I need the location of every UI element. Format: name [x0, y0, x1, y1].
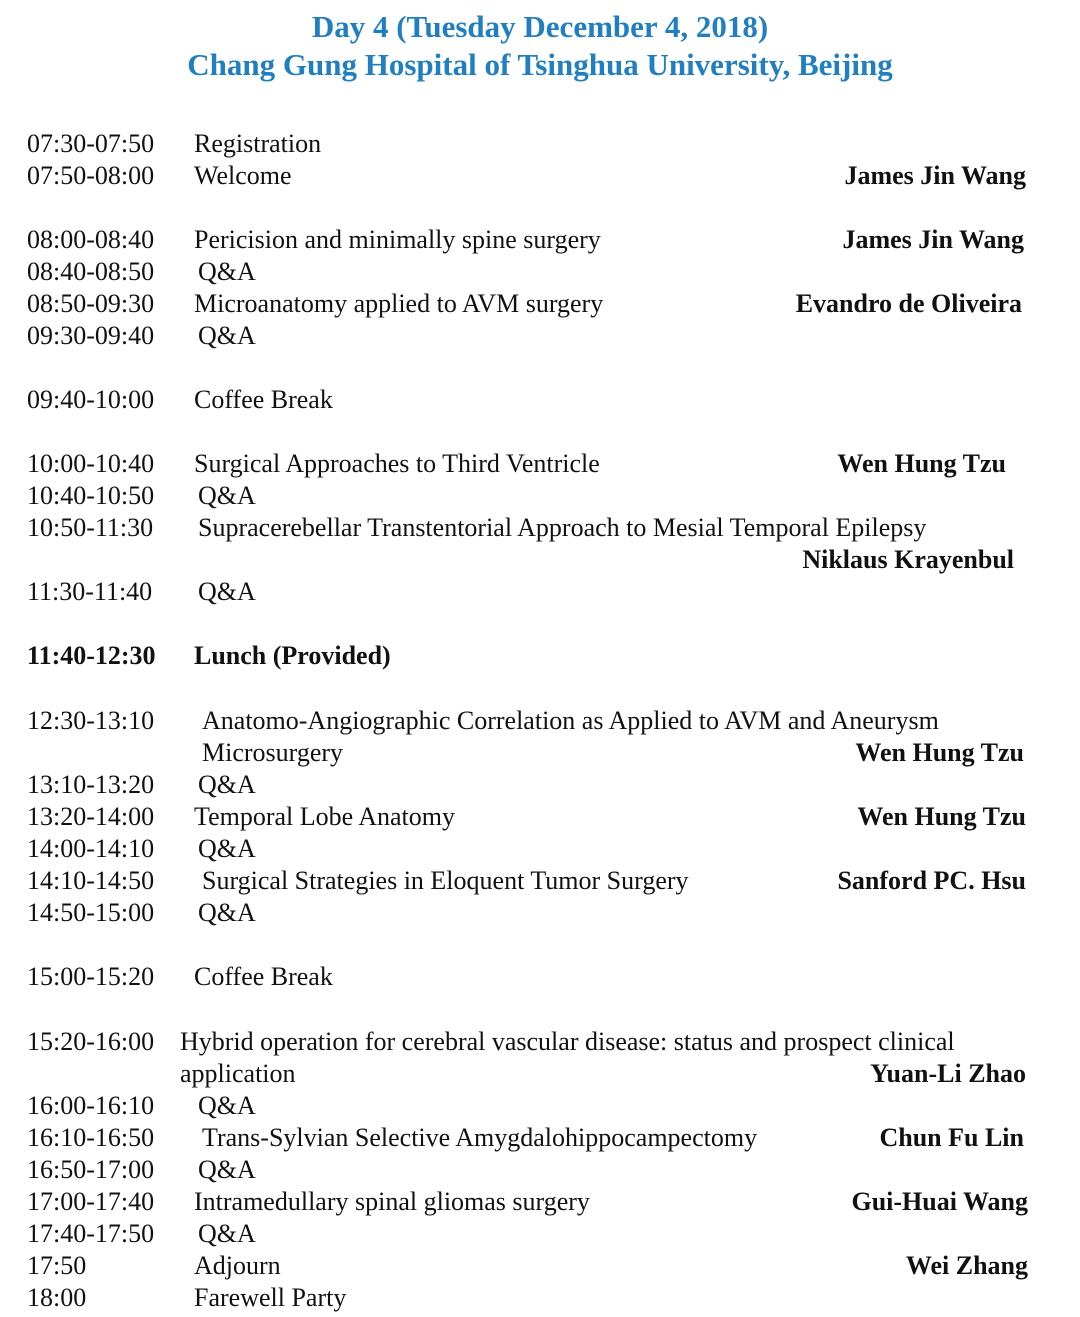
session-time: 10:40-10:50: [27, 481, 155, 510]
schedule-row: [0, 256, 1080, 288]
session-speaker: Gui-Huai Wang: [851, 1187, 1028, 1216]
session-title: Lunch (Provided): [194, 641, 391, 670]
session-time: 07:30-07:50: [27, 129, 155, 158]
session-time: 13:20-14:00: [27, 802, 155, 831]
schedule-row: [0, 512, 1080, 544]
agenda-header: [0, 8, 1080, 84]
session-speaker: Chun Fu Lin: [879, 1123, 1024, 1152]
session-title: Adjourn: [194, 1251, 281, 1280]
schedule-row: [0, 448, 1080, 480]
session-speaker: Evandro de Oliveira: [795, 289, 1022, 318]
session-time: 17:50: [27, 1251, 87, 1280]
schedule-row: [0, 1090, 1080, 1122]
schedule-row: [0, 1186, 1080, 1218]
session-title: Q&A: [198, 1155, 256, 1184]
session-title: Farewell Party: [194, 1283, 347, 1312]
session-title: Hybrid operation for cerebral vascular disease: status and prospect clinical: [180, 1027, 955, 1056]
session-time: 09:30-09:40: [27, 321, 155, 350]
session-time: 12:30-13:10: [27, 706, 155, 735]
session-title: Microanatomy applied to AVM surgery: [194, 289, 604, 318]
session-time: 09:40-10:00: [27, 385, 155, 414]
session-title: Surgical Approaches to Third Ventricle: [194, 449, 600, 478]
session-speaker: James Jin Wang: [842, 225, 1024, 254]
session-title: Pericision and minimally spine surgery: [194, 225, 601, 254]
session-time: 08:40-08:50: [27, 257, 155, 286]
session-title: Q&A: [198, 257, 256, 286]
session-title: Q&A: [198, 898, 256, 927]
session-time: 16:10-16:50: [27, 1123, 155, 1152]
session-title: Q&A: [198, 770, 256, 799]
session-title: Microsurgery: [202, 738, 344, 767]
session-title: Q&A: [198, 321, 256, 350]
session-time: 10:00-10:40: [27, 449, 155, 478]
schedule-row: [0, 705, 1080, 737]
schedule-row: [0, 1026, 1080, 1058]
schedule-row: [0, 1058, 1080, 1090]
schedule-row: [0, 1154, 1080, 1186]
session-title: Q&A: [198, 1219, 256, 1248]
session-time: 17:00-17:40: [27, 1187, 155, 1216]
session-title: Coffee Break: [194, 962, 333, 991]
session-time: 10:50-11:30: [27, 513, 154, 542]
schedule-row: [0, 865, 1080, 897]
session-title: Welcome: [194, 161, 292, 190]
schedule-row: [0, 769, 1080, 801]
schedule-row: [0, 480, 1080, 512]
schedule-row: [0, 544, 1080, 576]
schedule-row: [0, 1122, 1080, 1154]
session-title: Temporal Lobe Anatomy: [194, 802, 456, 831]
session-time: 16:00-16:10: [27, 1091, 155, 1120]
schedule-row: [0, 833, 1080, 865]
schedule-row: [0, 224, 1080, 256]
day-heading: Day 4 (Tuesday December 4, 2018): [311, 9, 769, 44]
session-time: 14:00-14:10: [27, 834, 155, 863]
session-title: Anatomo-Angiographic Correlation as Applied to AVM and Aneurysm: [202, 706, 939, 735]
session-time: 15:20-16:00: [27, 1027, 155, 1056]
schedule-row: [0, 897, 1080, 929]
session-title: Registration: [194, 129, 322, 158]
session-title: Supracerebellar Transtentorial Approach to Mesial Temporal Epilepsy: [198, 513, 927, 542]
schedule-row: [0, 1250, 1080, 1282]
schedule-row: [0, 1218, 1080, 1250]
schedule-row: [0, 640, 1080, 672]
session-title: Q&A: [198, 834, 256, 863]
session-time: 08:00-08:40: [27, 225, 155, 254]
session-title: Q&A: [198, 481, 256, 510]
session-speaker: Wei Zhang: [905, 1251, 1028, 1280]
session-speaker: Wen Hung Tzu: [855, 738, 1024, 767]
session-time: 17:40-17:50: [27, 1219, 155, 1248]
session-time: 15:00-15:20: [27, 962, 155, 991]
session-time: 08:50-09:30: [27, 289, 155, 318]
session-speaker: James Jin Wang: [844, 161, 1026, 190]
session-speaker: Niklaus Krayenbul: [802, 545, 1014, 574]
session-time: 18:00: [27, 1283, 87, 1312]
session-title: Surgical Strategies in Eloquent Tumor Surgery: [202, 866, 689, 895]
schedule-row: [0, 576, 1080, 608]
session-title: Q&A: [198, 577, 256, 606]
session-time: 11:40-12:30: [27, 641, 156, 670]
session-title: Q&A: [198, 1091, 256, 1120]
session-title: application: [180, 1059, 296, 1088]
session-speaker: Yuan-Li Zhao: [870, 1059, 1026, 1088]
session-time: 13:10-13:20: [27, 770, 155, 799]
session-title: Coffee Break: [194, 385, 333, 414]
schedule-row: [0, 737, 1080, 769]
session-speaker: Wen Hung Tzu: [837, 449, 1006, 478]
schedule-row: [0, 1282, 1080, 1314]
session-time: 07:50-08:00: [27, 161, 155, 190]
schedule-row: [0, 288, 1080, 320]
session-title: Intramedullary spinal gliomas surgery: [194, 1187, 590, 1216]
schedule-row: [0, 160, 1080, 192]
session-speaker: Wen Hung Tzu: [857, 802, 1026, 831]
venue-heading: Chang Gung Hospital of Tsinghua University, Beijing: [187, 47, 893, 82]
schedule-row: [0, 320, 1080, 352]
schedule-row: [0, 128, 1080, 160]
schedule-row: [0, 384, 1080, 416]
schedule-row: [0, 961, 1080, 993]
session-time: 14:10-14:50: [27, 866, 155, 895]
session-time: 16:50-17:00: [27, 1155, 155, 1184]
session-speaker: Sanford PC. Hsu: [837, 866, 1026, 895]
session-time: 14:50-15:00: [27, 898, 155, 927]
schedule-row: [0, 801, 1080, 833]
session-title: Trans-Sylvian Selective Amygdalohippocampectomy: [202, 1123, 758, 1152]
session-time: 11:30-11:40: [27, 577, 153, 606]
